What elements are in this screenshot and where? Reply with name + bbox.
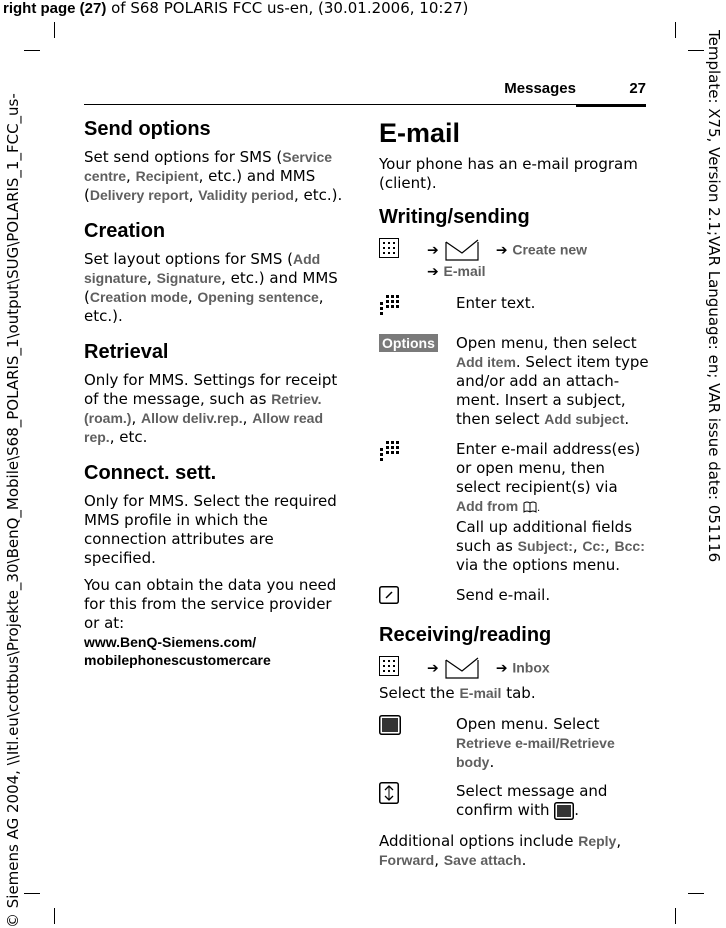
call-key-icon [379,586,399,604]
crop-mark [688,893,704,894]
phonebook-icon [523,501,537,513]
page-header [84,78,646,105]
connect-sett-source-text: You can obtain the data you need for this from the service provider or at: [84,576,337,632]
step-send [379,586,649,608]
retrieval-heading: Retrieval [84,341,169,363]
options-text: Open menu, then select Add item. Select item type and/or add an attach-ment. Insert a subject, then select Add subject. [456,334,649,428]
left-column [84,118,349,669]
softkey-icon [379,715,401,735]
writing-nav-path [379,238,649,280]
receiving-heading: Receiving/reading [379,624,552,646]
crop-mark [54,908,55,924]
creation-text: Set layout options for SMS (Add signature, Signature, etc.) and MMS (Creation mode, Opening sentence, etc.). [84,250,338,325]
select-tab-text: Select the E-mail tab. [379,684,536,702]
connect-sett-text: Only for MMS. Select the required MMS profile in which the connection attributes are specified. [84,492,337,567]
email-menu-item[interactable]: E-mail [443,263,486,279]
section-title: Messages [504,80,576,97]
crop-mark [24,50,40,51]
menu-grid-icon [379,238,399,258]
nav-arrow-icon: ➔ [495,242,508,259]
nav-arrow-icon: ➔ [427,660,439,677]
create-new-item[interactable]: Create new [512,241,588,258]
step-open-menu [379,715,649,772]
step-select-message [379,782,649,820]
nav-arrow-icon: ➔ [495,660,508,677]
page-number: 27 [629,80,646,97]
envelope-icon [444,238,482,262]
crop-mark [688,50,704,51]
creation-heading: Creation [84,220,166,242]
crop-mark [24,893,40,894]
crop-mark [675,908,676,924]
nav-arrow-icon: ➔ [427,264,439,280]
receiving-nav-path [379,656,649,680]
inbox-menu-item[interactable]: Inbox [512,659,550,676]
additional-options-text: Additional options include Reply, Forward, Save attach. [379,832,622,869]
keypad-input-icon [379,440,401,462]
email-heading: E-mail [379,118,461,148]
retrieval-text: Only for MMS. Settings for receipt of the message, such as Retriev.(roam.), Allow deliv.rep., Allow read rep., etc. [84,371,338,446]
open-menu-text: Open menu. Select Retrieve e-mail/Retrieve body. [456,715,615,771]
connect-sett-heading: Connect. sett. [84,462,217,484]
nav-arrow-icon: ➔ [427,242,439,259]
email-intro: Your phone has an e-mail program (client). [379,155,638,192]
envelope-icon [444,656,482,680]
running-header-bold: right page (27) [3,0,107,17]
menu-grid-icon [379,656,399,676]
page-number-rule [576,105,646,107]
step-address [379,440,649,575]
navigation-key-icon [379,782,399,804]
support-url[interactable]: www.BenQ-Siemens.com/ mobilephonescustomercare [84,634,271,668]
send-options-heading: Send options [84,118,211,140]
send-text: Send e-mail. [456,586,551,604]
step-options [379,334,649,429]
keypad-input-icon [379,294,401,316]
running-header [3,0,468,17]
softkey-icon [554,802,574,820]
options-softkey[interactable]: Options [379,334,438,352]
send-options-text: Set send options for SMS (Service centre, Recipient, etc.) and MMS (Delivery report, Validity period, etc.). [84,148,343,204]
right-column [379,118,649,870]
writing-heading: Writing/sending [379,206,530,228]
address-text: Enter e-mail address(es) or open menu, then select recipient(s) via Add from . Call up additional fields such as Subject:, Cc:, Bcc: via the options menu. [456,440,645,574]
select-message-text: Select message and confirm with . [456,782,608,819]
running-header-rest: of S68 POLARIS FCC us-en, (30.01.2006, 10:27) [106,0,469,17]
template-sidebar: Template: X75, Version 2.1;VAR Language: en; VAR issue date: 051116 [705,30,723,563]
crop-mark [54,22,55,38]
copyright-sidebar: © Siemens AG 2004, \\Itl.eu\cottbus\Projekte_30\BenQ_Mobile\S68_POLARIS_1\output\SUG\POLARIS_1_FCC_us- [4,93,22,928]
crop-mark [675,22,676,38]
enter-text: Enter text. [456,294,536,312]
step-enter-text [379,294,649,320]
